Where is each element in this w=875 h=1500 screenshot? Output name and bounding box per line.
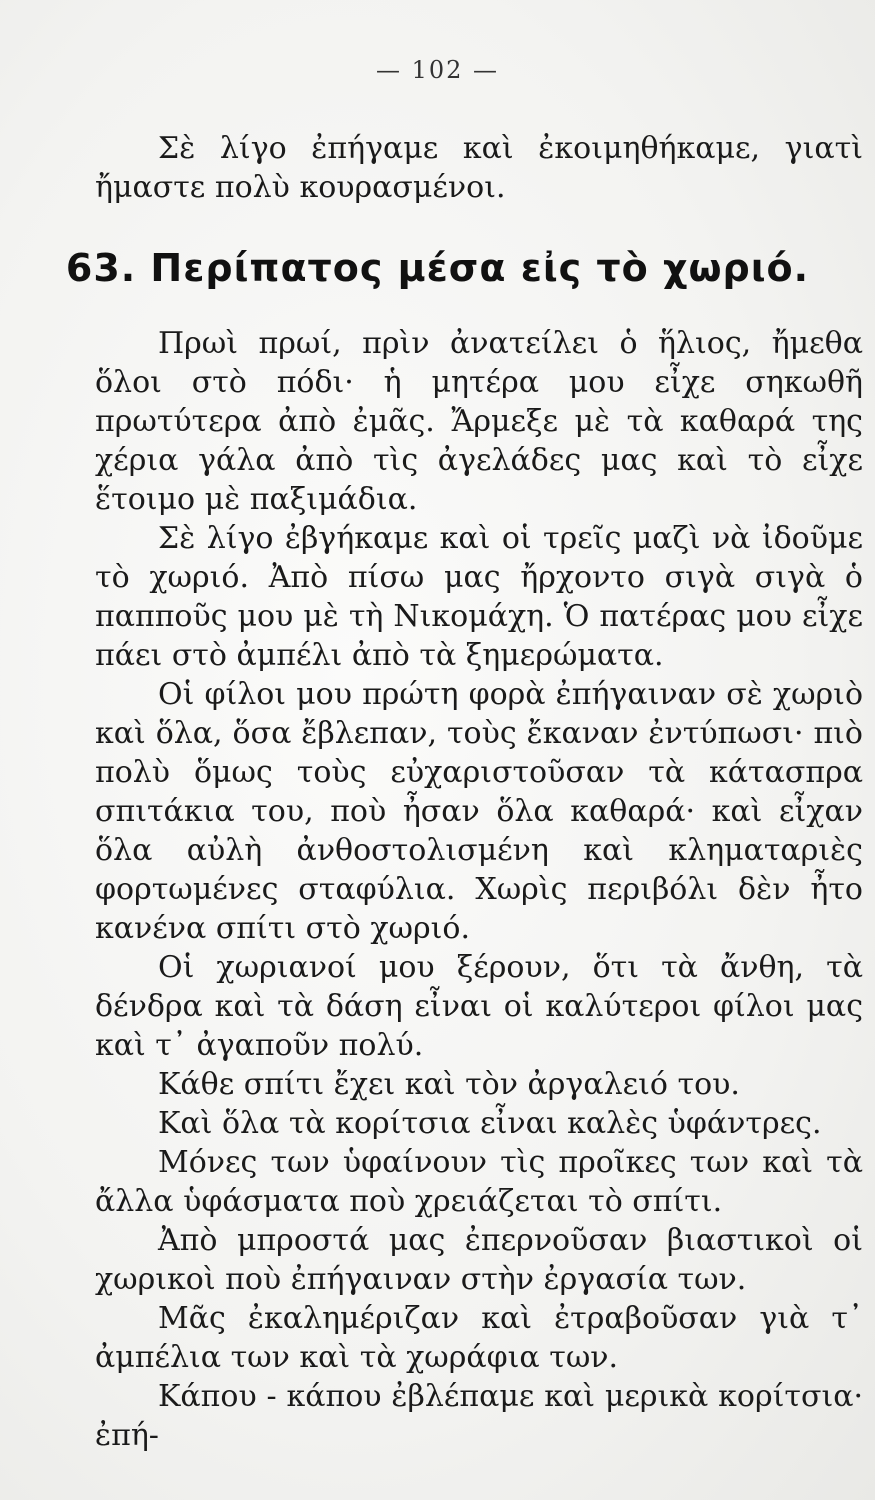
paragraph-6: Καὶ ὅλα τὰ κορίτσια εἶναι καλὲς ὑφάντρες. <box>158 1106 822 1141</box>
paragraph-3: Οἱ φίλοι μου πρώτη φορὰ ἐπήγαιναν σὲ χωριὸ καὶ ὅλα, ὅσα ἔβλεπαν, τοὺς ἔκαναν ἐντύπωσι· πιὸ πολὺ ὅμως τοὺς εὐχαριστοῦσαν τὰ κάτασπρα σπιτάκια του, ποὺ ἦσαν ὅλα καθαρά· καὶ εἶχαν ὅλα αὐλὴ ἀνθοστολισμένη καὶ κληματαριὲς φορτωμένες σταφύλια. Χωρὶς περιβόλι δὲν ἦτο κανένα σπίτι στὸ χωριό. <box>95 677 863 946</box>
paragraph-10: Κάπου - κάπου ἐβλέπαμε καὶ μερικὰ κορίτσια· ἐπή- <box>95 1379 863 1453</box>
paragraph-4: Οἱ χωριανοί μου ξέρουν, ὅτι τὰ ἄνθη, τὰ δένδρα καὶ τὰ δάση εἶναι οἱ καλύτεροι φίλοι μας καὶ τ᾽ ἀγαποῦν πολύ. <box>95 950 863 1063</box>
chapter-title: 63. Περίπατος μέσα εἰς τὸ χωριό. <box>65 246 810 290</box>
paragraph-1: Πρωὶ πρωί, πρὶν ἀνατείλει ὁ ἥλιος, ἤμεθα ὅλοι στὸ πόδι· ἡ μητέρα μου εἶχε σηκωθῆ πρωτύτερα ἀπὸ ἐμᾶς. Ἄρμεξε μὲ τὰ καθαρά της χέρια γάλα ἀπὸ τὶς ἀγελάδες μας καὶ τὸ εἶχε ἕτοιμο μὲ παξιμάδια. <box>95 326 863 517</box>
paragraph-2: Σὲ λίγο ἐβγήκαμε καὶ οἱ τρεῖς μαζὶ νὰ ἰδοῦμε τὸ χωριό. Ἀπὸ πίσω μας ἤρχοντο σιγὰ σιγὰ ὁ παπποῦς μου μὲ τὴ Νικομάχη. Ὁ πατέρας μου εἶχε πάει στὸ ἀμπέλι ἀπὸ τὰ ξημερώματα. <box>95 521 863 673</box>
page-number: — 102 — <box>375 56 500 84</box>
paragraph-8: Ἀπὸ μπροστά μας ἐπερνοῦσαν βιαστικοὶ οἱ χωρικοὶ ποὺ ἐπήγαιναν στὴν ἐργασία των. <box>95 1223 863 1297</box>
paragraph-7: Μόνες των ὑφαίνουν τὶς προῖκες των καὶ τὰ ἄλλα ὑφάσματα ποὺ χρειάζεται τὸ σπίτι. <box>95 1145 863 1219</box>
paragraph-9: Μᾶς ἐκαλημέριζαν καὶ ἐτραβοῦσαν γιὰ τ᾽ ἀμπέλια των καὶ τὰ χωράφια των. <box>95 1301 863 1375</box>
chapter-body <box>95 324 863 1455</box>
opening-paragraph: Σὲ λίγο ἐπήγαμε καὶ ἐκοιμηθήκαμε, γιατὶ ἤμαστε πολὺ κουρασμένοι. <box>95 131 863 205</box>
paragraph-5: Κάθε σπίτι ἔχει καὶ τὸν ἀργαλειό του. <box>158 1067 740 1102</box>
opening-text-block <box>95 129 863 207</box>
